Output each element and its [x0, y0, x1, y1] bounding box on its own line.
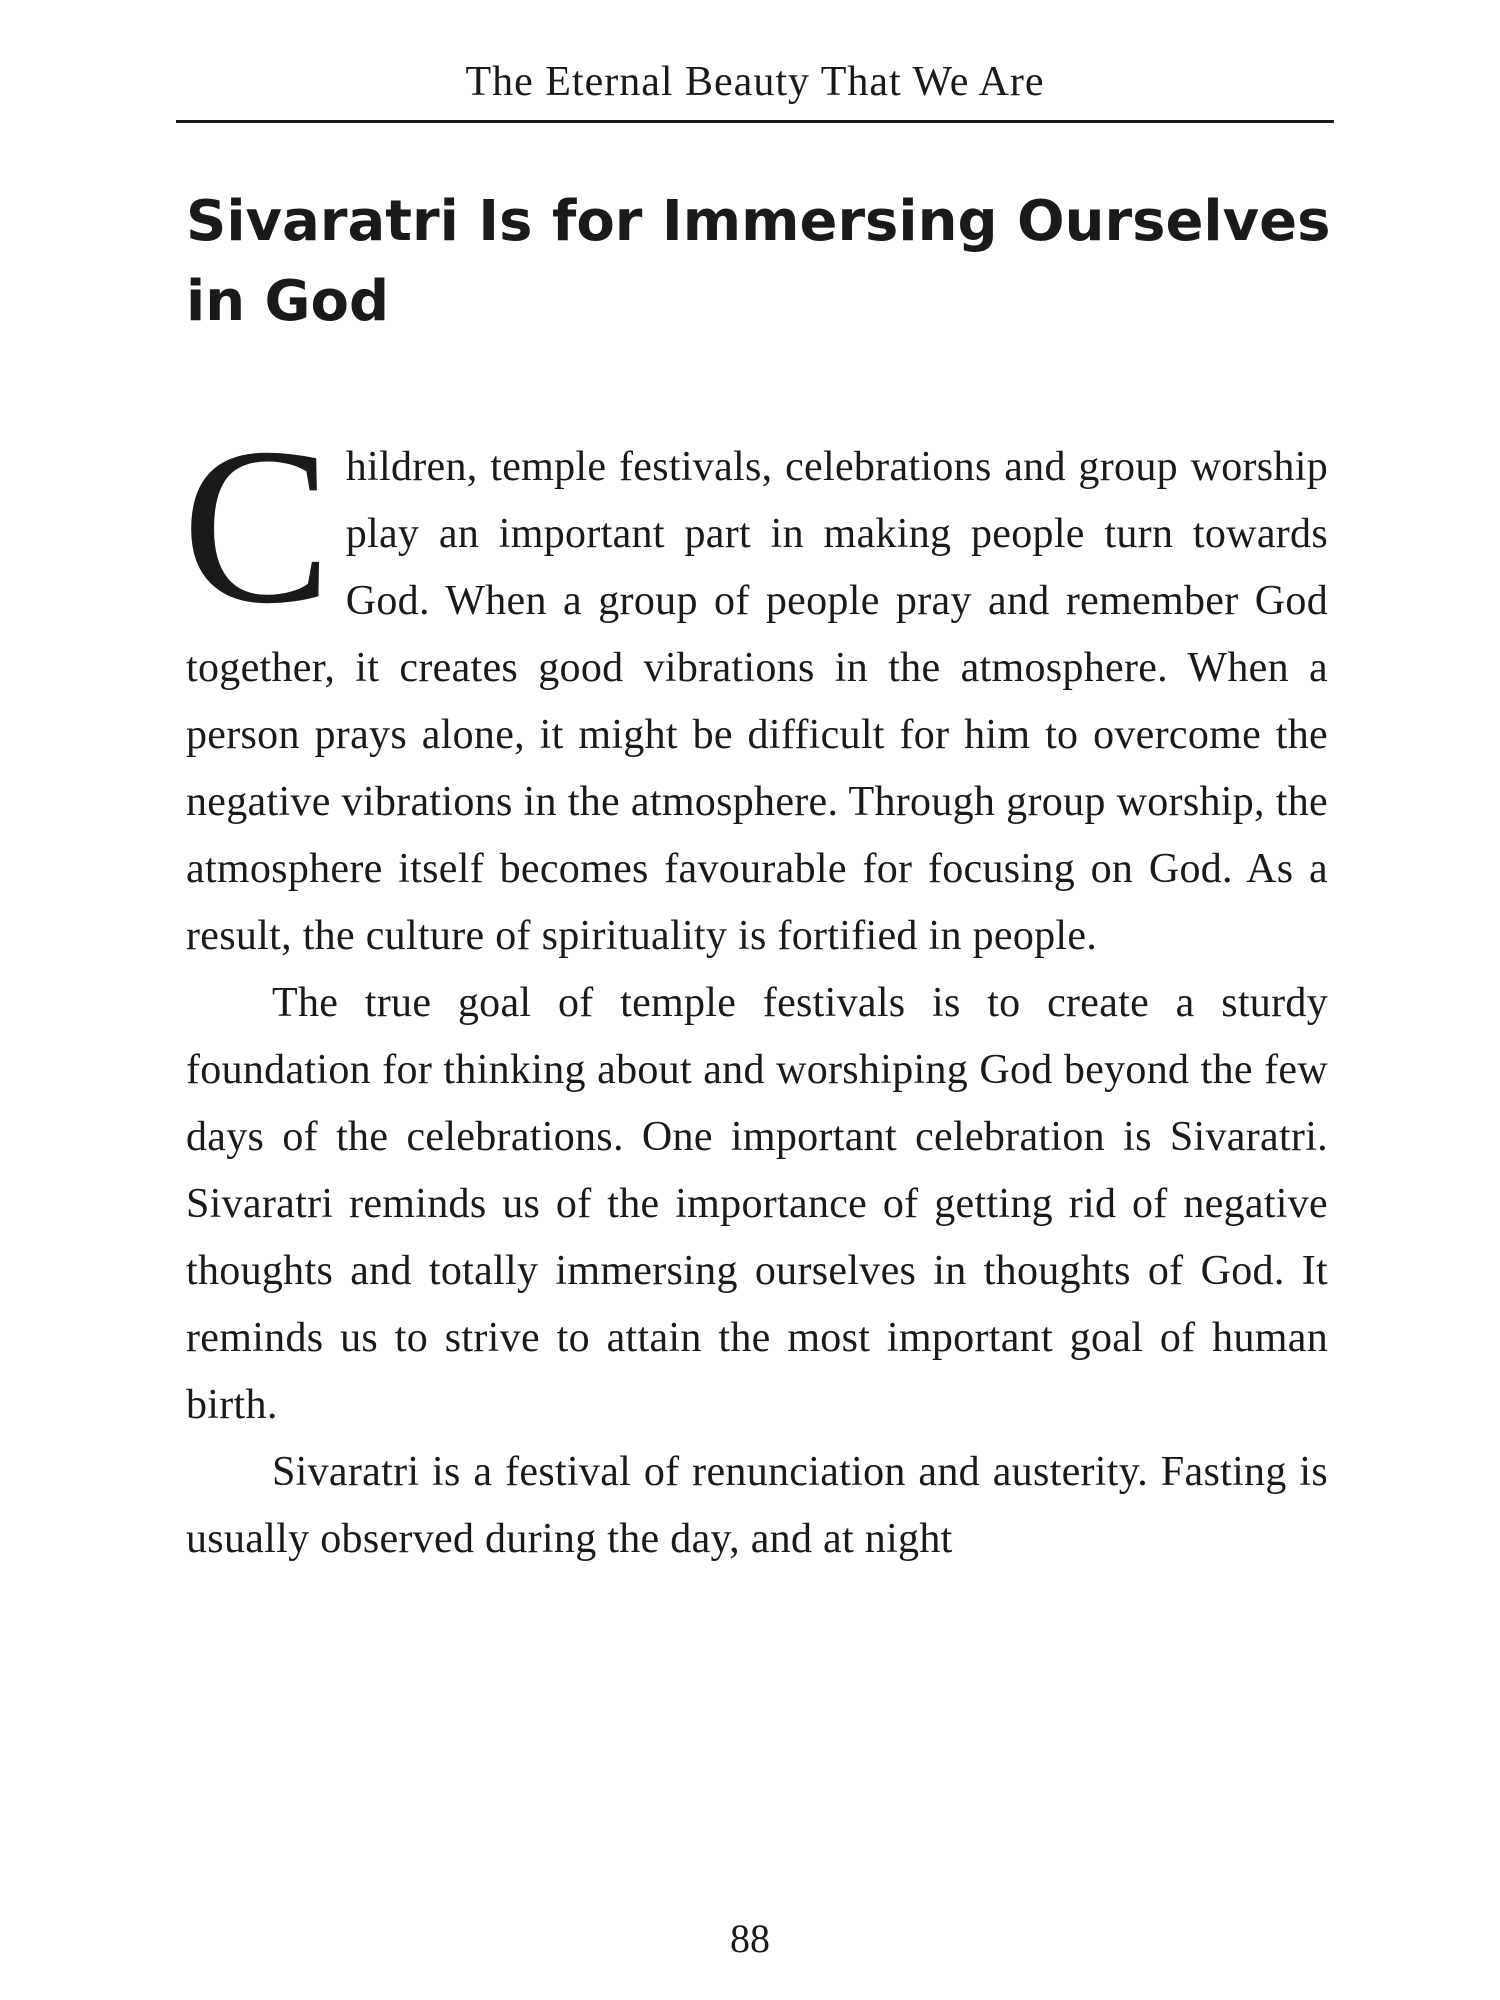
paragraph-3: Sivaratri is a festival of renunciation and austerity. Fasting is usually observed during the day, and at night: [186, 1449, 1328, 1562]
chapter-title: Sivaratri Is for Immersing Ourselves in God: [186, 189, 1331, 334]
body-text: [182, 402, 1328, 1573]
paragraph-1-text: hildren, temple festivals, celebrations and group worship play an important part in making people turn towards God. When a group of people pray and remember God together, it creates good vibrations in the atmosphere. When a person prays alone, it might be difficult for him to overcome the negative vibrations in the atmosphere. Through group worship, the atmosphere itself becomes favourable for focusing on God. As a result, the culture of spirituality is fortified in people.: [186, 444, 1328, 959]
paragraph-2: The true goal of temple festivals is to create a sturdy foundation for thinking about and worshiping God beyond the few days of the celebrations. One important celebration is Sivaratri. Sivaratri reminds us of the importance of getting rid of negative thoughts and totally immersing ourselves in thoughts of God. It reminds us to strive to attain the most important goal of human birth.: [186, 980, 1328, 1428]
drop-cap: C: [182, 402, 332, 650]
running-header: The Eternal Beauty That We Are: [465, 59, 1045, 105]
page-number: 88: [730, 1916, 770, 1961]
paragraph-1: [182, 402, 1328, 970]
header-rule: [176, 120, 1334, 123]
